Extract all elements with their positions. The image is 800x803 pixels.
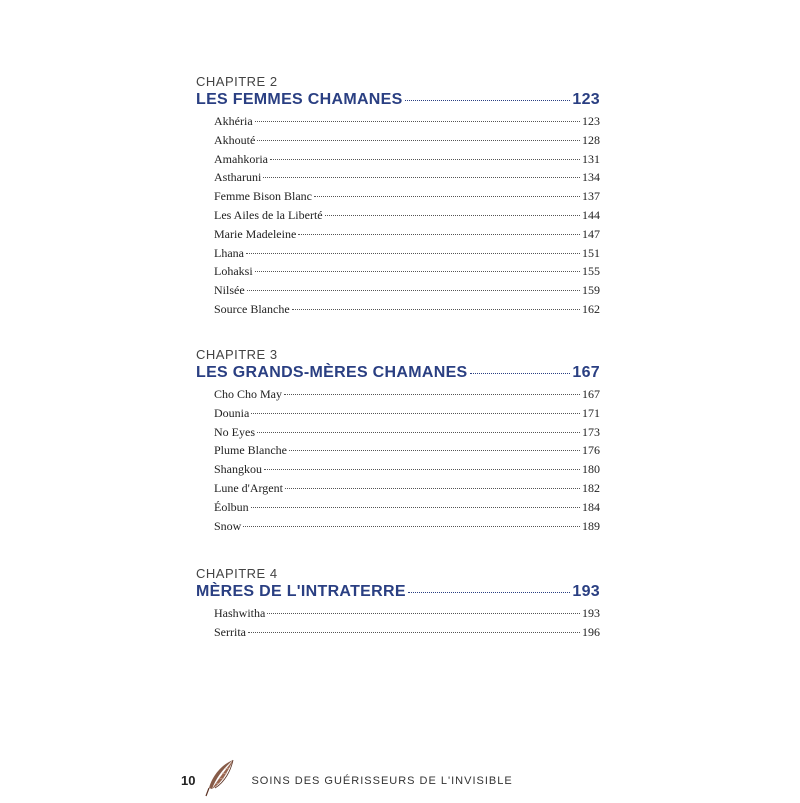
entry-page: 167: [582, 387, 600, 401]
entry-name: Lhana: [214, 245, 244, 260]
chapter-2-section: [196, 74, 600, 319]
leader-dots: [284, 394, 580, 395]
leader-dots: [298, 234, 580, 235]
leader-dots: [270, 159, 580, 160]
leader-dots: [408, 592, 571, 593]
leader-dots: [257, 432, 580, 433]
entry-page: 131: [582, 151, 600, 166]
entry-name: Marie Madeleine: [214, 226, 297, 241]
entry-name: Snow: [214, 518, 242, 533]
entry-page: 162: [582, 301, 600, 316]
toc-entry[interactable]: [214, 517, 600, 536]
entry-list: [214, 385, 600, 535]
toc-entry[interactable]: [214, 300, 600, 319]
entry-name: Hashwitha: [214, 606, 266, 620]
entry-name: Serrita: [214, 624, 246, 639]
page-number: 10: [181, 773, 196, 788]
chapter-page: 167: [572, 364, 600, 381]
chapter-page: 123: [572, 91, 600, 108]
entry-page: 159: [582, 283, 600, 298]
entry-page: 137: [582, 189, 600, 204]
entry-list: [214, 112, 600, 319]
entry-page: 189: [582, 518, 600, 533]
entry-name: Nilsée: [214, 283, 245, 298]
entry-page: 182: [582, 480, 600, 495]
entry-page: 180: [582, 462, 600, 477]
chapter-4-section: [196, 566, 600, 642]
chapter-label: CHAPITRE 4: [196, 566, 278, 581]
feather-icon: [203, 758, 237, 803]
entry-page: 184: [582, 499, 600, 514]
entry-page: 128: [582, 132, 600, 147]
entry-list: [214, 604, 600, 642]
entry-name: Cho Cho May: [214, 387, 283, 401]
leader-dots: [325, 215, 580, 216]
entry-name: Dounia: [214, 405, 250, 420]
chapter-label: CHAPITRE 3: [196, 347, 278, 362]
entry-name: Akhéria: [214, 114, 253, 128]
chapter-title: LES GRANDS-MÈRES CHAMANES: [196, 364, 468, 381]
entry-page: 151: [582, 245, 600, 260]
chapter-title-row[interactable]: [196, 90, 600, 110]
entry-page: 155: [582, 264, 600, 279]
entry-page: 173: [582, 424, 600, 439]
entry-name: Source Blanche: [214, 301, 290, 316]
toc-entry[interactable]: [214, 150, 600, 169]
entry-page: 196: [582, 624, 600, 639]
page-footer: [181, 758, 513, 803]
leader-dots: [267, 613, 580, 614]
leader-dots: [248, 632, 580, 633]
toc-entry[interactable]: [214, 623, 600, 642]
toc-entry[interactable]: [214, 262, 600, 281]
leader-dots: [405, 100, 571, 101]
toc-entry[interactable]: [214, 441, 600, 460]
chapter-page: 193: [572, 583, 600, 600]
toc-entry[interactable]: [214, 168, 600, 187]
entry-page: 144: [582, 207, 600, 222]
leader-dots: [247, 290, 580, 291]
entry-page: 171: [582, 405, 600, 420]
toc-entry[interactable]: [214, 225, 600, 244]
toc-entry[interactable]: [214, 423, 600, 442]
toc-entry[interactable]: [214, 404, 600, 423]
toc-entry[interactable]: [214, 244, 600, 263]
entry-page: 193: [582, 606, 600, 620]
entry-name: Éolbun: [214, 499, 249, 514]
toc-entry[interactable]: [214, 498, 600, 517]
leader-dots: [470, 373, 571, 374]
toc-entry[interactable]: [214, 604, 600, 623]
entry-name: No Eyes: [214, 424, 255, 439]
leader-dots: [292, 309, 580, 310]
leader-dots: [289, 450, 580, 451]
leader-dots: [255, 121, 580, 122]
toc-entry[interactable]: [214, 131, 600, 150]
chapter-3-section: [196, 347, 600, 535]
chapter-label: CHAPITRE 2: [196, 74, 278, 89]
toc-entry[interactable]: [214, 385, 600, 404]
entry-name: Amahkoria: [214, 151, 268, 166]
leader-dots: [314, 196, 580, 197]
toc-entry[interactable]: [214, 281, 600, 300]
entry-name: Lohaksi: [214, 264, 253, 279]
entry-page: 147: [582, 226, 600, 241]
entry-name: Lune d'Argent: [214, 480, 283, 495]
entry-page: 176: [582, 443, 600, 458]
chapter-title: MÈRES DE L'INTRATERRE: [196, 583, 406, 600]
entry-name: Shangkou: [214, 462, 262, 477]
running-head: SOINS DES GUÉRISSEURS DE L'INVISIBLE: [251, 774, 513, 787]
leader-dots: [257, 140, 580, 141]
entry-name: Akhouté: [214, 132, 256, 147]
entry-page: 123: [582, 114, 600, 128]
entry-name: Astharuni: [214, 170, 262, 185]
leader-dots: [243, 526, 580, 527]
leader-dots: [251, 413, 580, 414]
toc-entry[interactable]: [214, 187, 600, 206]
chapter-title-row[interactable]: [196, 363, 600, 383]
chapter-title-row[interactable]: [196, 582, 600, 602]
toc-entry[interactable]: [214, 460, 600, 479]
leader-dots: [285, 488, 580, 489]
leader-dots: [246, 253, 580, 254]
entry-page: 134: [582, 170, 600, 185]
leader-dots: [263, 177, 580, 178]
chapter-title: LES FEMMES CHAMANES: [196, 91, 403, 108]
leader-dots: [264, 469, 580, 470]
entry-name: Femme Bison Blanc: [214, 189, 312, 204]
toc-entry[interactable]: [214, 206, 600, 225]
leader-dots: [251, 507, 580, 508]
leader-dots: [255, 271, 580, 272]
toc-entry[interactable]: [214, 112, 600, 131]
toc-entry[interactable]: [214, 479, 600, 498]
entry-name: Les Ailes de la Liberté: [214, 207, 323, 222]
entry-name: Plume Blanche: [214, 443, 287, 458]
